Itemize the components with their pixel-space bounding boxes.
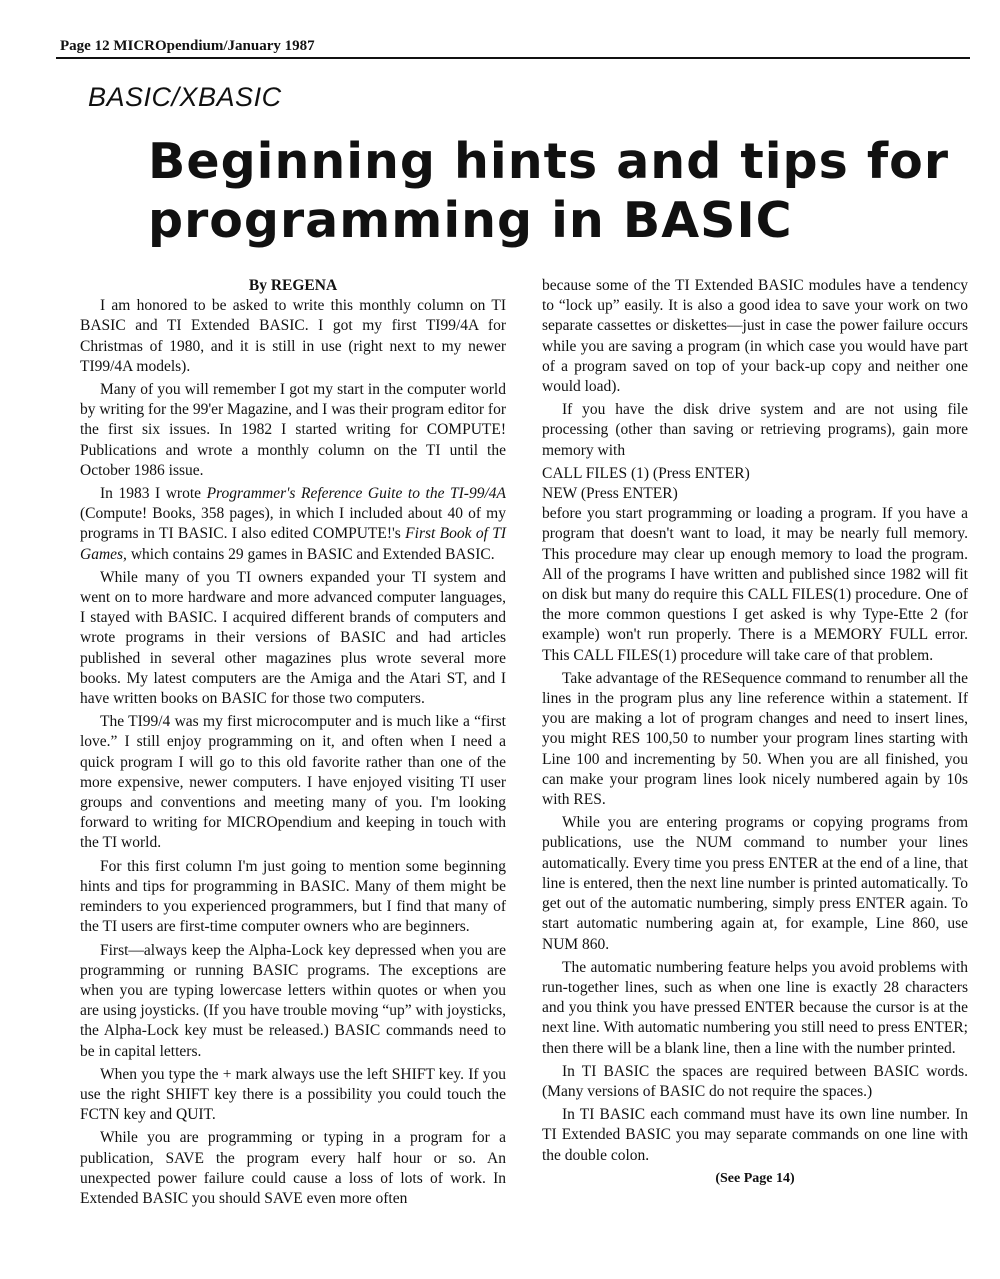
right-column xyxy=(542,276,968,1189)
paragraph: because some of the TI Extended BASIC modules have a tendency to “lock up” easily. It is also a good idea to save your work on two separate cassettes or diskettes—just in case the power failure occurs while you are saving a program (in which case you would have part of a program saved on top of your back-up copy and neither one would load). xyxy=(542,277,968,396)
paragraph: In TI BASIC each command must have its own line number. In TI Extended BASIC you may separate commands on one line with the double colon. xyxy=(542,1106,968,1164)
title-line-1: Beginning hints and tips for xyxy=(148,133,949,190)
paragraph: Many of you will remember I got my start in the computer world by writing for the 99'er Magazine, and I was their program editor for the first six issues. In 1982 I started writing for COMPUTE! Publications and wrote a monthly column on the TI until the October 1986 issue. xyxy=(80,381,506,479)
continued-reference: (See Page 14) xyxy=(715,1170,795,1186)
paragraph: For this first column I'm just going to mention some beginning hints and tips for programming in BASIC. Many of them might be reminders to you experienced programmers, but I find that many of the TI users are first-time computer owners who are beginners. xyxy=(80,857,506,936)
paragraph: I am honored to be asked to write this monthly column on TI BASIC and TI Extended BASIC. I got my first TI99/4A for Christmas of 1980, and it is still in use (right next to my newer TI99/4A models). xyxy=(80,297,506,375)
left-column xyxy=(80,276,506,1212)
paragraph: The automatic numbering feature helps you avoid problems with run-together lines, such as when one line is exactly 28 characters and you think you have pressed ENTER because the cursor is at the next line. With automatic numbering you still need to press ENTER; then there will be a blank line, then a line with the number printed. xyxy=(542,958,968,1057)
paragraph xyxy=(80,484,506,565)
paragraph: In TI BASIC the spaces are required between BASIC words. (Many versions of BASIC do not require the spaces.) xyxy=(542,1062,968,1100)
paragraph: Take advantage of the RESequence command to renumber all the lines in the program plus any line reference within a statement. If you are making a lot of program changes and need to insert lines, you might RES 100,50 to number your program lines starting with Line 100 and incrementing by 50. When you are all finished, you can make your program lines look nicely numbered again by 10s with RES. xyxy=(542,669,968,809)
book-title: First Book of TI Games, xyxy=(80,525,506,563)
code-line: CALL FILES (1) (Press ENTER) xyxy=(542,464,750,482)
paragraph: While you are entering programs or copying programs from publications, use the NUM command to number your lines automatically. Every time you press ENTER at the end of a line, that line is entered, then the next line number is printed automatically. To get out of the automatic numbering, simply press ENTER again. To start automatic numbering again at, for example, Line 860, use NUM 860. xyxy=(542,814,968,953)
paragraph: If you have the disk drive system and are not using file processing (other than saving or retrieving programs), gain more memory with xyxy=(542,401,968,459)
paragraph: While many of you TI owners expanded your TI system and went on to more hardware and more advanced computer languages, I stayed with BASIC. I acquired different brands of computers and wrote programs in their versions of BASIC and had articles published in several other magazines plus wrote several more books. My latest computers are the Amiga and the Atari ST, and I have written books on BASIC for those two computers. xyxy=(80,568,506,708)
text-run: In 1983 I wrote xyxy=(100,485,207,503)
book-title: Programmer's Reference Guite to the TI-99/4A xyxy=(206,485,506,503)
page-header: Page 12 MICROpendium/January 1987 xyxy=(60,38,315,54)
article-title xyxy=(148,132,968,250)
paragraph: First—always keep the Alpha-Lock key depressed when you are programming or running BASIC programs. The exceptions are when you are typing lowercase letters within quotes or when you are using joysticks. (If you have trouble moving “up” with joysticks, the Alpha-Lock key must be released.) BASIC commands need to be in capital letters. xyxy=(80,941,506,1060)
byline: By REGENA xyxy=(248,277,338,294)
paragraph: The TI99/4 was my first microcomputer and is much like a “first love.” I still enjoy programming on it, and often when I need a quick program I will go to this old favorite rather than one of the more expensive, newer computers. I have enjoyed visiting TI user groups and conventions and meeting many of you. I'm looking forward to writing for MICROpendium and keeping in touch with the TI world. xyxy=(80,713,506,852)
paragraph: While you are programming or typing in a program for a publication, SAVE the program every half hour or so. An unexpected power failure could cause a loss of lots of work. In Extended BASIC you should SAVE even more often xyxy=(80,1129,506,1207)
code-line: NEW (Press ENTER) xyxy=(542,485,678,503)
section-label: BASIC/XBASIC xyxy=(88,82,282,112)
paragraph: before you start programming or loading a program. If you have a program that doesn't want to load, it may be nearly full memory. This procedure may clear up enough memory to load the program. All of the programs I have written and published since 1982 will fit on disk but many do require this CALL FILES(1) procedure. One of the more common questions I get asked is why Type-Ette 2 (for example) won't run properly. There is a MEMORY FULL error. This CALL FILES(1) procedure will take care of that problem. xyxy=(542,505,968,664)
text-run: which contains 29 games in BASIC and Extended BASIC. xyxy=(126,545,495,563)
text-run: (Compute! Books, 358 pages), in which I included about 40 of my programs in TI BASIC. I also edited COMPUTE!'s xyxy=(80,505,506,543)
header-rule xyxy=(56,57,970,59)
title-line-2: programming in BASIC xyxy=(148,192,793,249)
paragraph: When you type the + mark always use the left SHIFT key. If you use the right SHIFT key there is a possibility you could touch the FCTN key and QUIT. xyxy=(80,1065,506,1124)
